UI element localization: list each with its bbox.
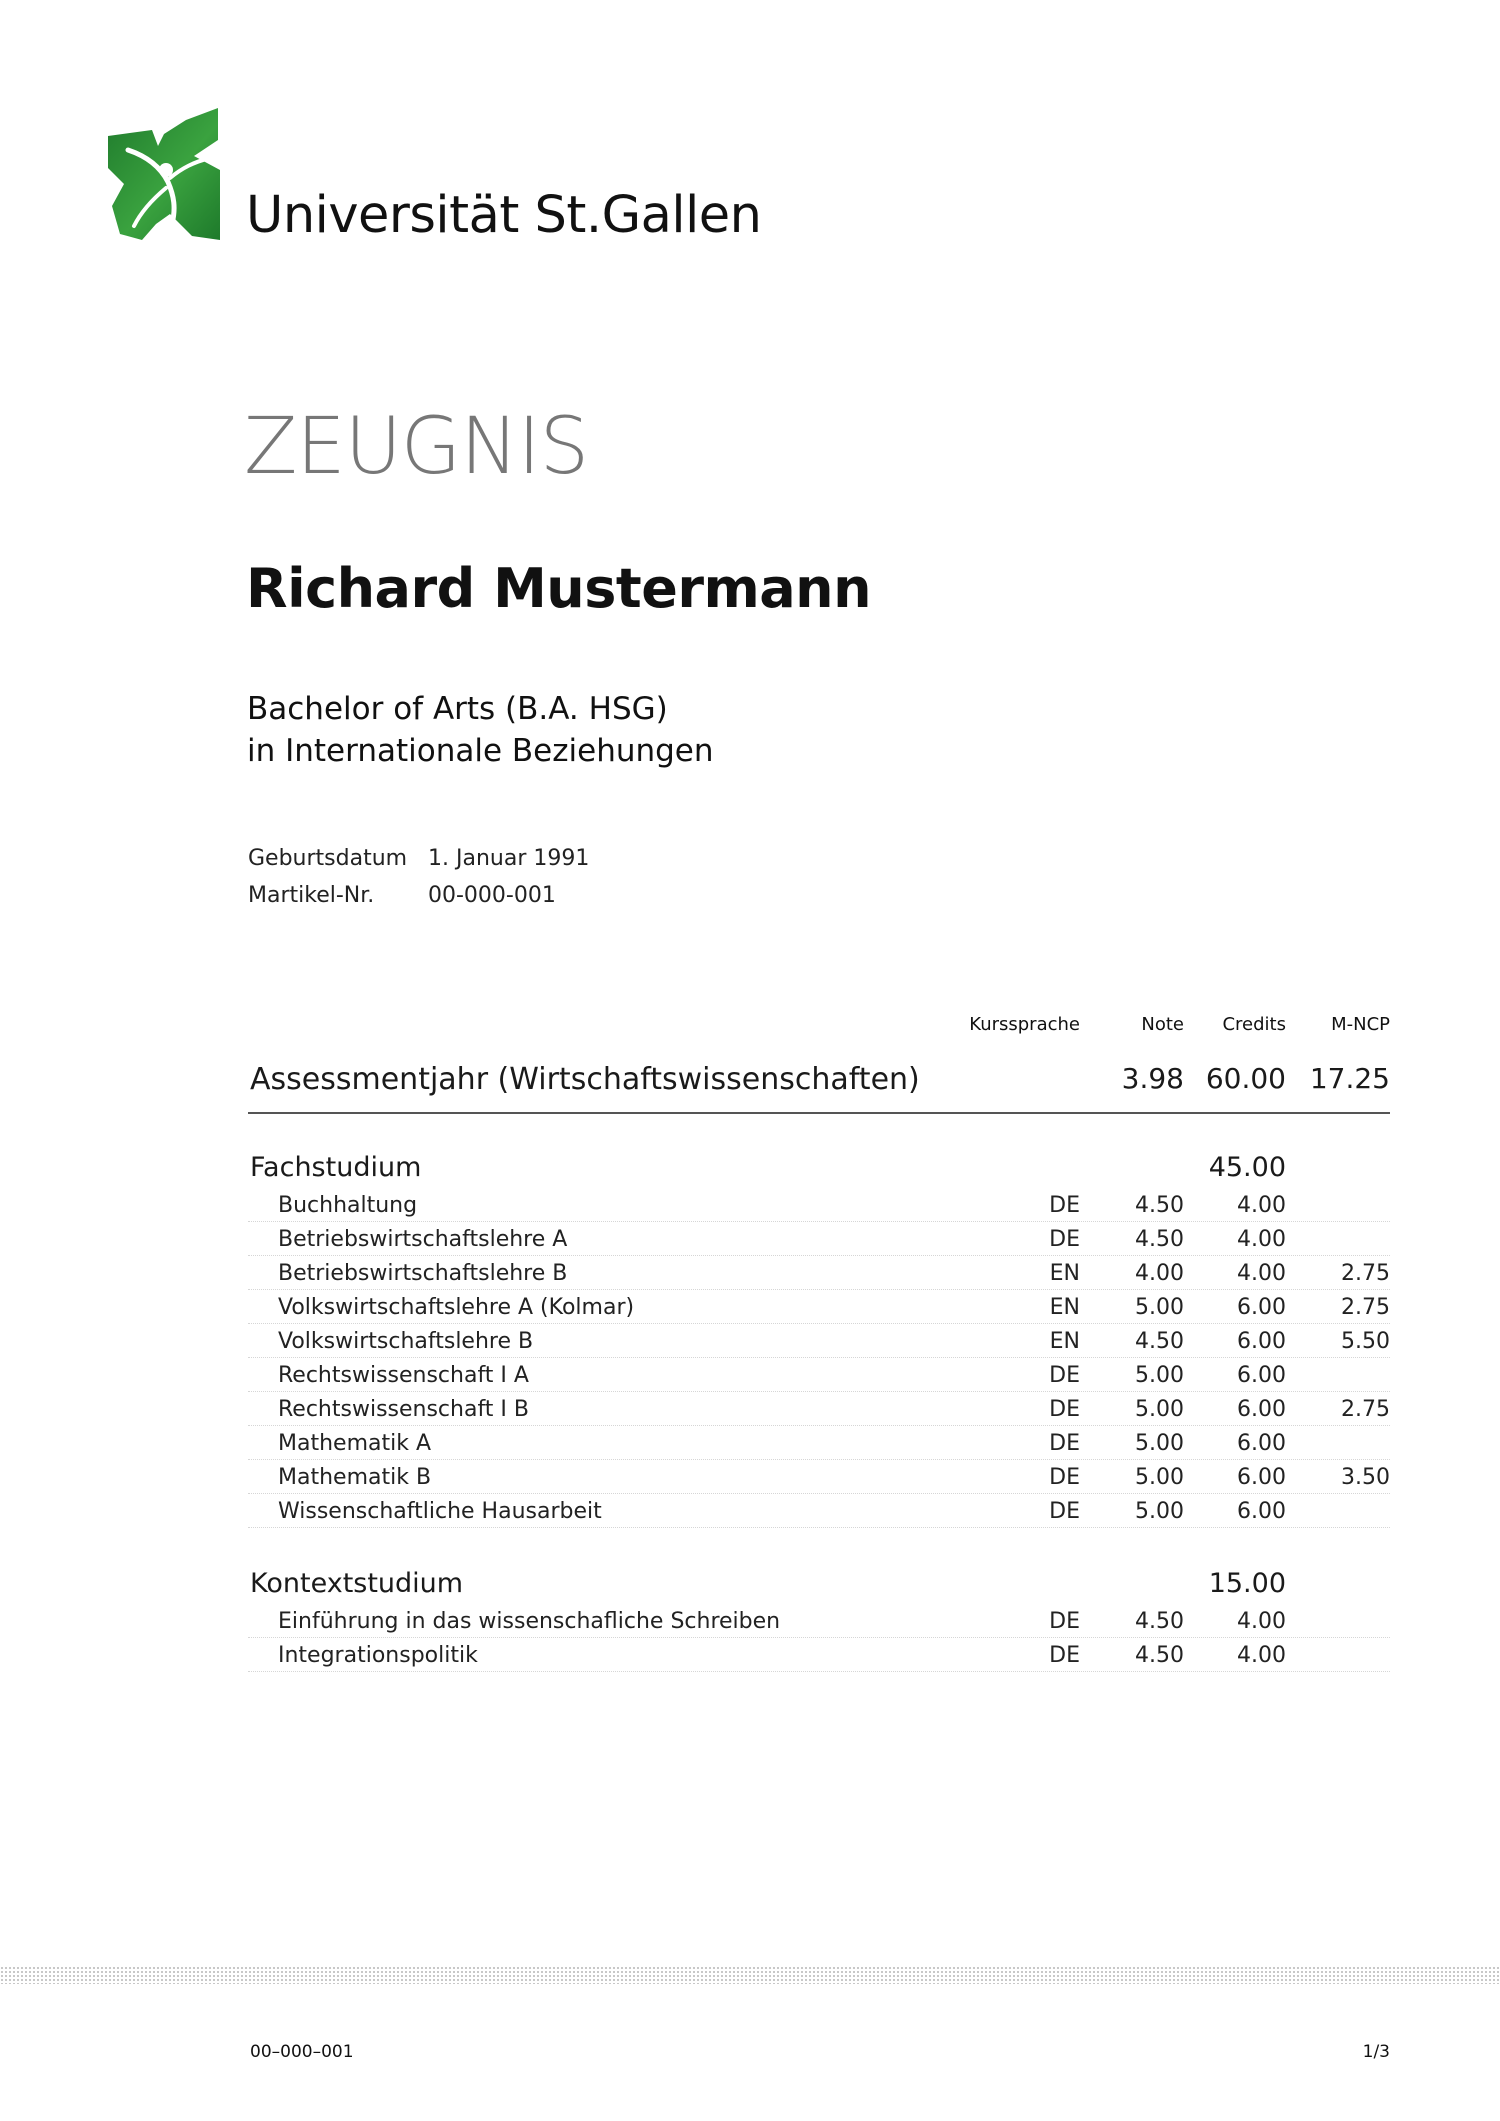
header-credits: Credits [1222, 1014, 1286, 1035]
grades-table [248, 1014, 1390, 1672]
table-row [248, 1324, 1390, 1358]
footer-page-number: 1/3 [1362, 2042, 1390, 2062]
matriculation-label: Martikel-Nr. [248, 883, 375, 908]
course-language: DE [1049, 1193, 1080, 1218]
course-grade: 5.00 [1135, 1465, 1184, 1490]
course-language: DE [1049, 1227, 1080, 1252]
course-credits: 6.00 [1237, 1465, 1286, 1490]
table-row [248, 1256, 1390, 1290]
table-row [248, 1290, 1390, 1324]
course-name: Einführung in das wissenschafliche Schreiben [278, 1609, 781, 1634]
course-name: Wissenschaftliche Hausarbeit [278, 1499, 602, 1524]
course-name: Betriebswirtschaftslehre B [278, 1261, 568, 1286]
course-language: DE [1049, 1499, 1080, 1524]
course-grade: 4.50 [1135, 1643, 1184, 1668]
section-credits: 45.00 [1208, 1152, 1286, 1183]
assessment-year-row [248, 1050, 1390, 1114]
section-credits: 15.00 [1208, 1568, 1286, 1599]
section-header [248, 1148, 1390, 1188]
course-grade: 5.00 [1135, 1431, 1184, 1456]
assessment-year-ncp: 17.25 [1309, 1062, 1390, 1095]
course-language: EN [1049, 1295, 1080, 1320]
table-row [248, 1604, 1390, 1638]
course-grade: 4.00 [1135, 1261, 1184, 1286]
assessment-year-title: Assessmentjahr (Wirtschaftswissenschaften) [250, 1062, 920, 1097]
document-title: ZEUGNIS [244, 402, 589, 492]
course-grade: 4.50 [1135, 1227, 1184, 1252]
footer-document-number: 00–000–001 [250, 2042, 354, 2062]
section-header [248, 1564, 1390, 1604]
course-name: Rechtswissenschaft I A [278, 1363, 529, 1388]
section-kontextstudium [248, 1564, 1390, 1672]
course-grade: 5.00 [1135, 1499, 1184, 1524]
course-credits: 6.00 [1237, 1363, 1286, 1388]
header-grade: Note [1141, 1014, 1184, 1035]
course-name: Buchhaltung [278, 1193, 418, 1218]
degree-line-1: Bachelor of Arts (B.A. HSG) [247, 691, 668, 727]
course-grade: 4.50 [1135, 1609, 1184, 1634]
matriculation-row [248, 877, 589, 914]
course-language: DE [1049, 1643, 1080, 1668]
degree-block [247, 688, 714, 772]
course-name: Mathematik B [278, 1465, 432, 1490]
course-grade: 5.00 [1135, 1295, 1184, 1320]
table-header [248, 1014, 1390, 1050]
course-ncp: 2.75 [1341, 1397, 1390, 1422]
degree-line-2: in Internationale Beziehungen [247, 733, 714, 769]
birthdate-value: 1. Januar 1991 [428, 846, 590, 871]
course-language: EN [1049, 1329, 1080, 1354]
course-name: Mathematik A [278, 1431, 432, 1456]
course-credits: 4.00 [1237, 1643, 1286, 1668]
assessment-year-credits: 60.00 [1205, 1062, 1286, 1095]
birthdate-label: Geburtsdatum [248, 846, 408, 871]
course-name: Integrationspolitik [278, 1643, 478, 1668]
course-language: DE [1049, 1609, 1080, 1634]
course-credits: 4.00 [1237, 1609, 1286, 1634]
section-title: Fachstudium [250, 1152, 422, 1183]
course-name: Volkswirtschaftslehre B [278, 1329, 534, 1354]
course-name: Rechtswissenschaft I B [278, 1397, 530, 1422]
header-language: Kurssprache [969, 1014, 1080, 1035]
course-language: DE [1049, 1397, 1080, 1422]
course-credits: 6.00 [1237, 1431, 1286, 1456]
course-credits: 4.00 [1237, 1227, 1286, 1252]
hsg-logo-icon [106, 106, 224, 242]
course-language: EN [1049, 1261, 1080, 1286]
course-name: Volkswirtschaftslehre A (Kolmar) [278, 1295, 635, 1320]
course-grade: 5.00 [1135, 1397, 1184, 1422]
course-language: DE [1049, 1431, 1080, 1456]
table-row [248, 1426, 1390, 1460]
table-row [248, 1494, 1390, 1528]
course-credits: 6.00 [1237, 1499, 1286, 1524]
course-ncp: 2.75 [1341, 1295, 1390, 1320]
course-name: Betriebswirtschaftslehre A [278, 1227, 568, 1252]
table-row [248, 1392, 1390, 1426]
student-info [248, 840, 589, 914]
course-ncp: 5.50 [1341, 1329, 1390, 1354]
table-row [248, 1358, 1390, 1392]
birthdate-row [248, 840, 589, 877]
section-title: Kontextstudium [250, 1568, 464, 1599]
course-credits: 4.00 [1237, 1193, 1286, 1218]
course-language: DE [1049, 1363, 1080, 1388]
table-row [248, 1188, 1390, 1222]
course-grade: 4.50 [1135, 1193, 1184, 1218]
course-ncp: 2.75 [1341, 1261, 1390, 1286]
header-ncp: M-NCP [1331, 1014, 1390, 1035]
section-fachstudium [248, 1148, 1390, 1528]
table-row [248, 1460, 1390, 1494]
university-logo [106, 106, 762, 245]
course-ncp: 3.50 [1341, 1465, 1390, 1490]
university-name: Universität St.Gallen [246, 186, 762, 245]
course-credits: 6.00 [1237, 1397, 1286, 1422]
course-grade: 5.00 [1135, 1363, 1184, 1388]
table-row [248, 1638, 1390, 1672]
dotted-divider-band [0, 1966, 1500, 1984]
assessment-year-grade: 3.98 [1121, 1062, 1184, 1095]
student-name: Richard Mustermann [246, 557, 872, 620]
matriculation-value: 00-000-001 [428, 883, 556, 908]
course-language: DE [1049, 1465, 1080, 1490]
course-credits: 4.00 [1237, 1261, 1286, 1286]
course-credits: 6.00 [1237, 1329, 1286, 1354]
course-credits: 6.00 [1237, 1295, 1286, 1320]
table-row [248, 1222, 1390, 1256]
course-grade: 4.50 [1135, 1329, 1184, 1354]
